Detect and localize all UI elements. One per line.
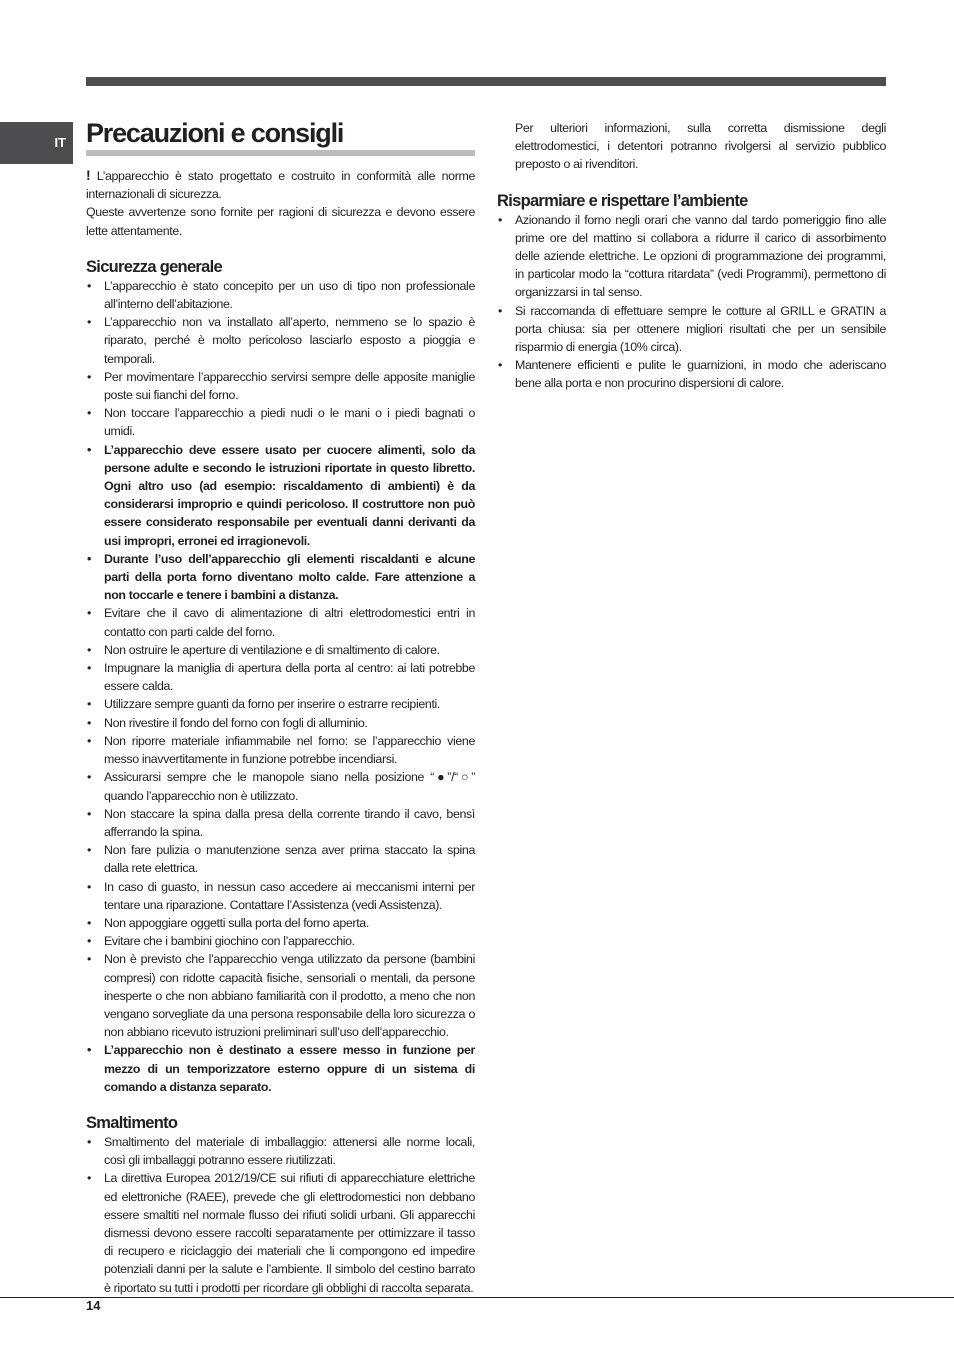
heading-sicurezza: Sicurezza generale xyxy=(86,257,222,276)
list-item: • Non toccare l’apparecchio a piedi nudi o le mani o i piedi bagnati o umidi. xyxy=(86,404,475,440)
list-item: • Non staccare la spina dalla presa della corrente tirando il cavo, bensì afferrando la spina. xyxy=(86,805,475,841)
language-tab: IT xyxy=(0,122,73,164)
list-item: • La direttiva Europea 2012/19/CE sui rifiuti di apparecchiature elettriche ed elettroniche (RAEE), prevede che gli elettrodomestici non debbano essere smaltiti nel normale flusso dei rifiuti solidi urbani. Gli apparecchi dismessi devono essere raccolti separatamente per ottimizzare il tasso di recupero e riciclaggio dei materiali che li compongono ed impedire potenziali danni per la salute e l’ambiente. Il simbolo del cestino barrato è riportato su tutti i prodotti per ricordare gli obblighi di raccolta separata. xyxy=(86,1169,475,1296)
list-item: • Azionando il forno negli orari che vanno dal tardo pomeriggio fino alle prime ore del mattino si collabora a ridurre il carico di assorbimento delle aziende elettriche. Le opzioni di programmazione dei programmi, in particolar modo la “cottura ritardata” (vedi Programmi), permettono di organizzarsi in tal senso. xyxy=(497,211,886,302)
list-item: • Evitare che i bambini giochino con l’apparecchio. xyxy=(86,932,475,950)
list-item: • L’apparecchio è stato concepito per un uso di tipo non professionale all’interno dell’abitazione. xyxy=(86,277,475,313)
list-item: • Non ostruire le aperture di ventilazione e di smaltimento di calore. xyxy=(86,641,475,659)
list-item: • Mantenere efficienti e pulite le guarnizioni, in modo che aderiscano bene alla porta e non procurino dispersioni di calore. xyxy=(497,356,886,392)
smaltimento-continuation: Per ulteriori informazioni, sulla corretta dismissione degli elettrodomestici, i detentori potranno rivolgersi al servizio pubblico preposto o ai rivenditori. xyxy=(515,121,886,172)
warning-mark: ! xyxy=(86,167,91,183)
sicurezza-list xyxy=(86,277,475,1096)
smaltimento-list xyxy=(86,1133,475,1297)
page-title: Precauzioni e consigli xyxy=(86,116,475,156)
right-column xyxy=(497,119,886,393)
list-item: • Smaltimento del materiale di imballaggio: attenersi alle norme locali, così gli imballaggi potranno essere riutilizzati. xyxy=(86,1133,475,1169)
list-item: • Durante l’uso dell’apparecchio gli elementi riscaldanti e alcune parti della porta forno diventano molto calde. Fare attenzione a non toccarle e tenere i bambini a distanza. xyxy=(86,550,475,605)
heading-smaltimento: Smaltimento xyxy=(86,1113,178,1132)
intro-warning xyxy=(86,166,475,203)
list-item: • Assicurarsi sempre che le manopole siano nella posizione “●”/“○” quando l’apparecchio non è utilizzato. xyxy=(86,768,475,804)
list-item: • Non riporre materiale infiammabile nel forno: se l’apparecchio viene messo inavvertitamente in funzione potrebbe incendiarsi. xyxy=(86,732,475,768)
header-rule xyxy=(86,77,886,86)
intro-text-1: L’apparecchio è stato progettato e costruito in conformità alle norme internazionali di sicurezza. xyxy=(86,169,475,202)
page-number: 14 xyxy=(86,1298,101,1313)
left-column xyxy=(86,166,475,1297)
list-item: • L’apparecchio deve essere usato per cuocere alimenti, solo da persone adulte e secondo le istruzioni riportate in questo libretto. Ogni altro uso (ad esempio: riscaldamento di ambienti) è da considerarsi improprio e quindi pericoloso. Il costruttore non può essere considerato responsabile per eventuali danni derivanti da usi impropri, erronei ed irragionevoli. xyxy=(86,441,475,550)
list-item: • L’apparecchio non è destinato a essere messo in funzione per mezzo di un temporizzatore esterno oppure di un sistema di comando a distanza separato. xyxy=(86,1041,475,1096)
list-item: • Non appoggiare oggetti sulla porta del forno aperta. xyxy=(86,914,475,932)
list-item: • Evitare che il cavo di alimentazione di altri elettrodomestici entri in contatto con parti calde del forno. xyxy=(86,604,475,640)
list-item: • Non fare pulizia o manutenzione senza aver prima staccato la spina dalla rete elettrica. xyxy=(86,841,475,877)
heading-risparmiare: Risparmiare e rispettare l’ambiente xyxy=(497,191,748,210)
list-item: • L’apparecchio non va installato all’aperto, nemmeno se lo spazio è riparato, perché è molto pericoloso lasciarlo esposto a pioggia e temporali. xyxy=(86,313,475,368)
list-item: • In caso di guasto, in nessun caso accedere ai meccanismi interni per tentare una riparazione. Contattare l’Assistenza (vedi Assistenza). xyxy=(86,878,475,914)
list-item: • Per movimentare l’apparecchio servirsi sempre delle apposite maniglie poste sui fianchi del forno. xyxy=(86,368,475,404)
list-item: • Si raccomanda di effettuare sempre le cotture al GRILL e GRATIN a porta chiusa: sia per ottenere migliori risultati che per un sensibile risparmio di energia (10% circa). xyxy=(497,302,886,357)
footer-rule xyxy=(0,1297,954,1298)
risparmiare-list xyxy=(497,211,886,393)
intro-text-2: Queste avvertenze sono fornite per ragioni di sicurezza e devono essere lette attentamente. xyxy=(86,205,475,238)
list-item: • Non è previsto che l’apparecchio venga utilizzato da persone (bambini compresi) con ridotte capacità fisiche, sensoriali o mentali, da persone inesperte o che non abbiano familiarità con il prodotto, a meno che non vengano sorvegliate da una persona responsabile della loro sicurezza o non abbiano ricevuto istruzioni preliminari sull’uso dell’apparecchio. xyxy=(86,950,475,1041)
list-item: • Non rivestire il fondo del forno con fogli di alluminio. xyxy=(86,714,475,732)
list-item: • Utilizzare sempre guanti da forno per inserire o estrarre recipienti. xyxy=(86,695,475,713)
list-item: • Impugnare la maniglia di apertura della porta al centro: ai lati potrebbe essere calda. xyxy=(86,659,475,695)
